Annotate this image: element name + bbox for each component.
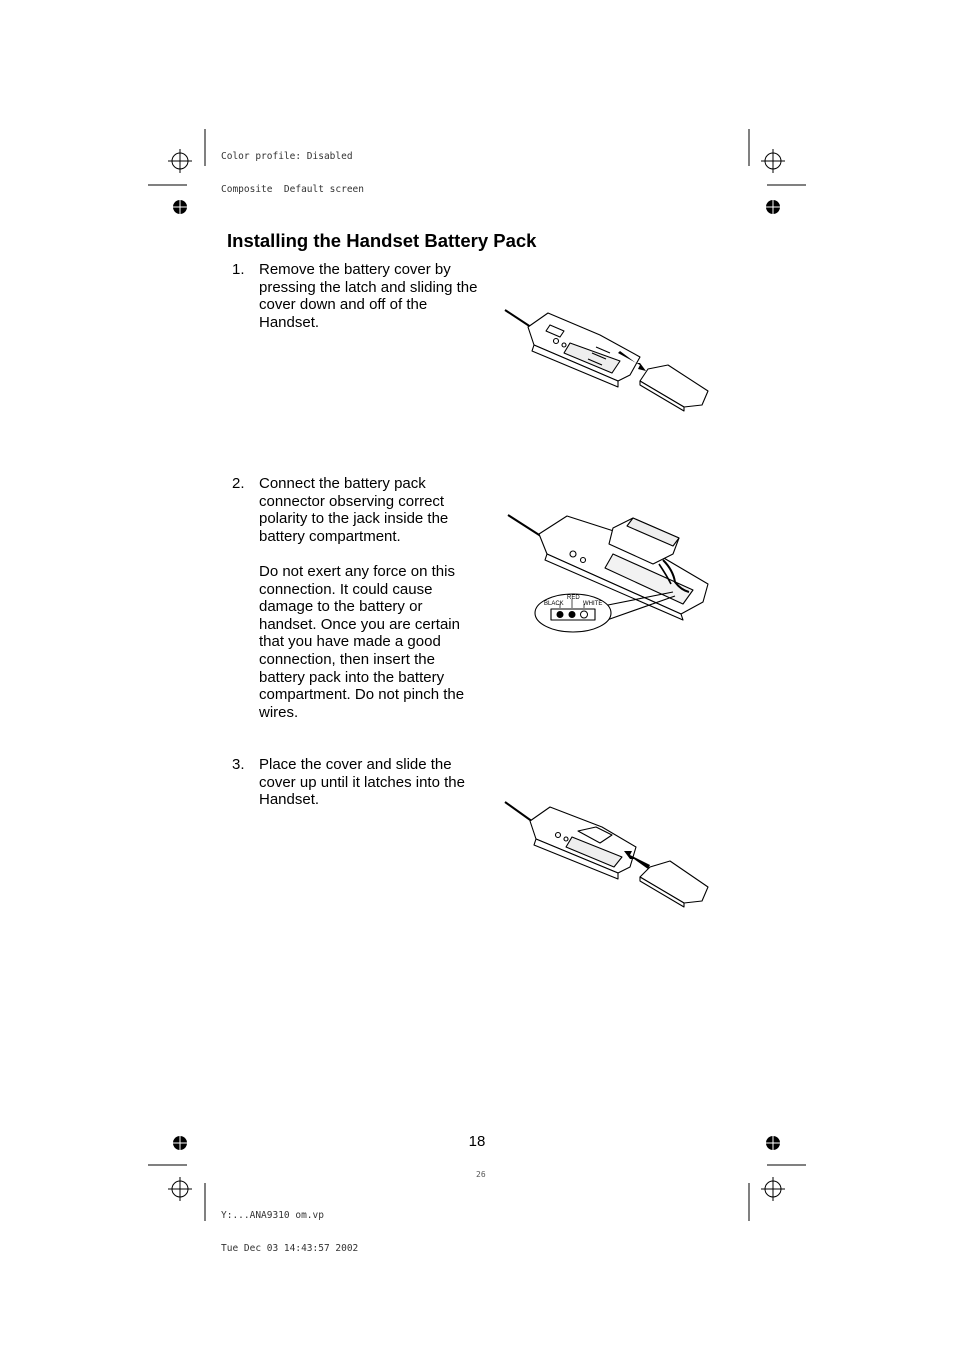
connect-battery-illustration [503, 510, 718, 635]
step-paragraph: Do not exert any force on this connection. It could cause damage to the battery or handset. Once you are certain that you have made a good connection, then insert the battery pack into the battery compartment. Do not pinch the wires. [259, 562, 465, 721]
step-number: 3. [232, 756, 245, 773]
printer-info-line: Composite Default screen [221, 184, 364, 195]
connector-label-red: RED [567, 595, 580, 601]
step-paragraph: Connect the battery pack connector observing correct polarity to the jack inside the battery compartment. [259, 475, 449, 545]
section-title: Installing the Handset Battery Pack [227, 230, 537, 251]
step-paragraph: Remove the battery cover by pressing the latch and sliding the cover down and off of the Handset. [259, 261, 478, 331]
page-number: 18 [468, 1133, 486, 1150]
step-number: 2. [232, 475, 245, 492]
step-text [259, 756, 481, 809]
printer-info-line: Tue Dec 03 14:43:57 2002 [221, 1243, 359, 1254]
printer-info-line: Y:...ANA9310 om.vp [221, 1210, 324, 1221]
connector-label-white: WHITE [583, 601, 603, 607]
step-text [259, 261, 481, 331]
sheet-number: 26 [476, 1170, 486, 1179]
step-number: 1. [232, 261, 245, 278]
remove-cover-illustration [500, 305, 715, 415]
replace-cover-illustration [500, 797, 715, 909]
step-text [259, 475, 477, 721]
printer-info-line: Color profile: Disabled [221, 151, 353, 162]
connector-label-black: BLACK [544, 601, 564, 607]
step-paragraph: Place the cover and slide the cover up until it latches into the Handset. [259, 756, 465, 809]
